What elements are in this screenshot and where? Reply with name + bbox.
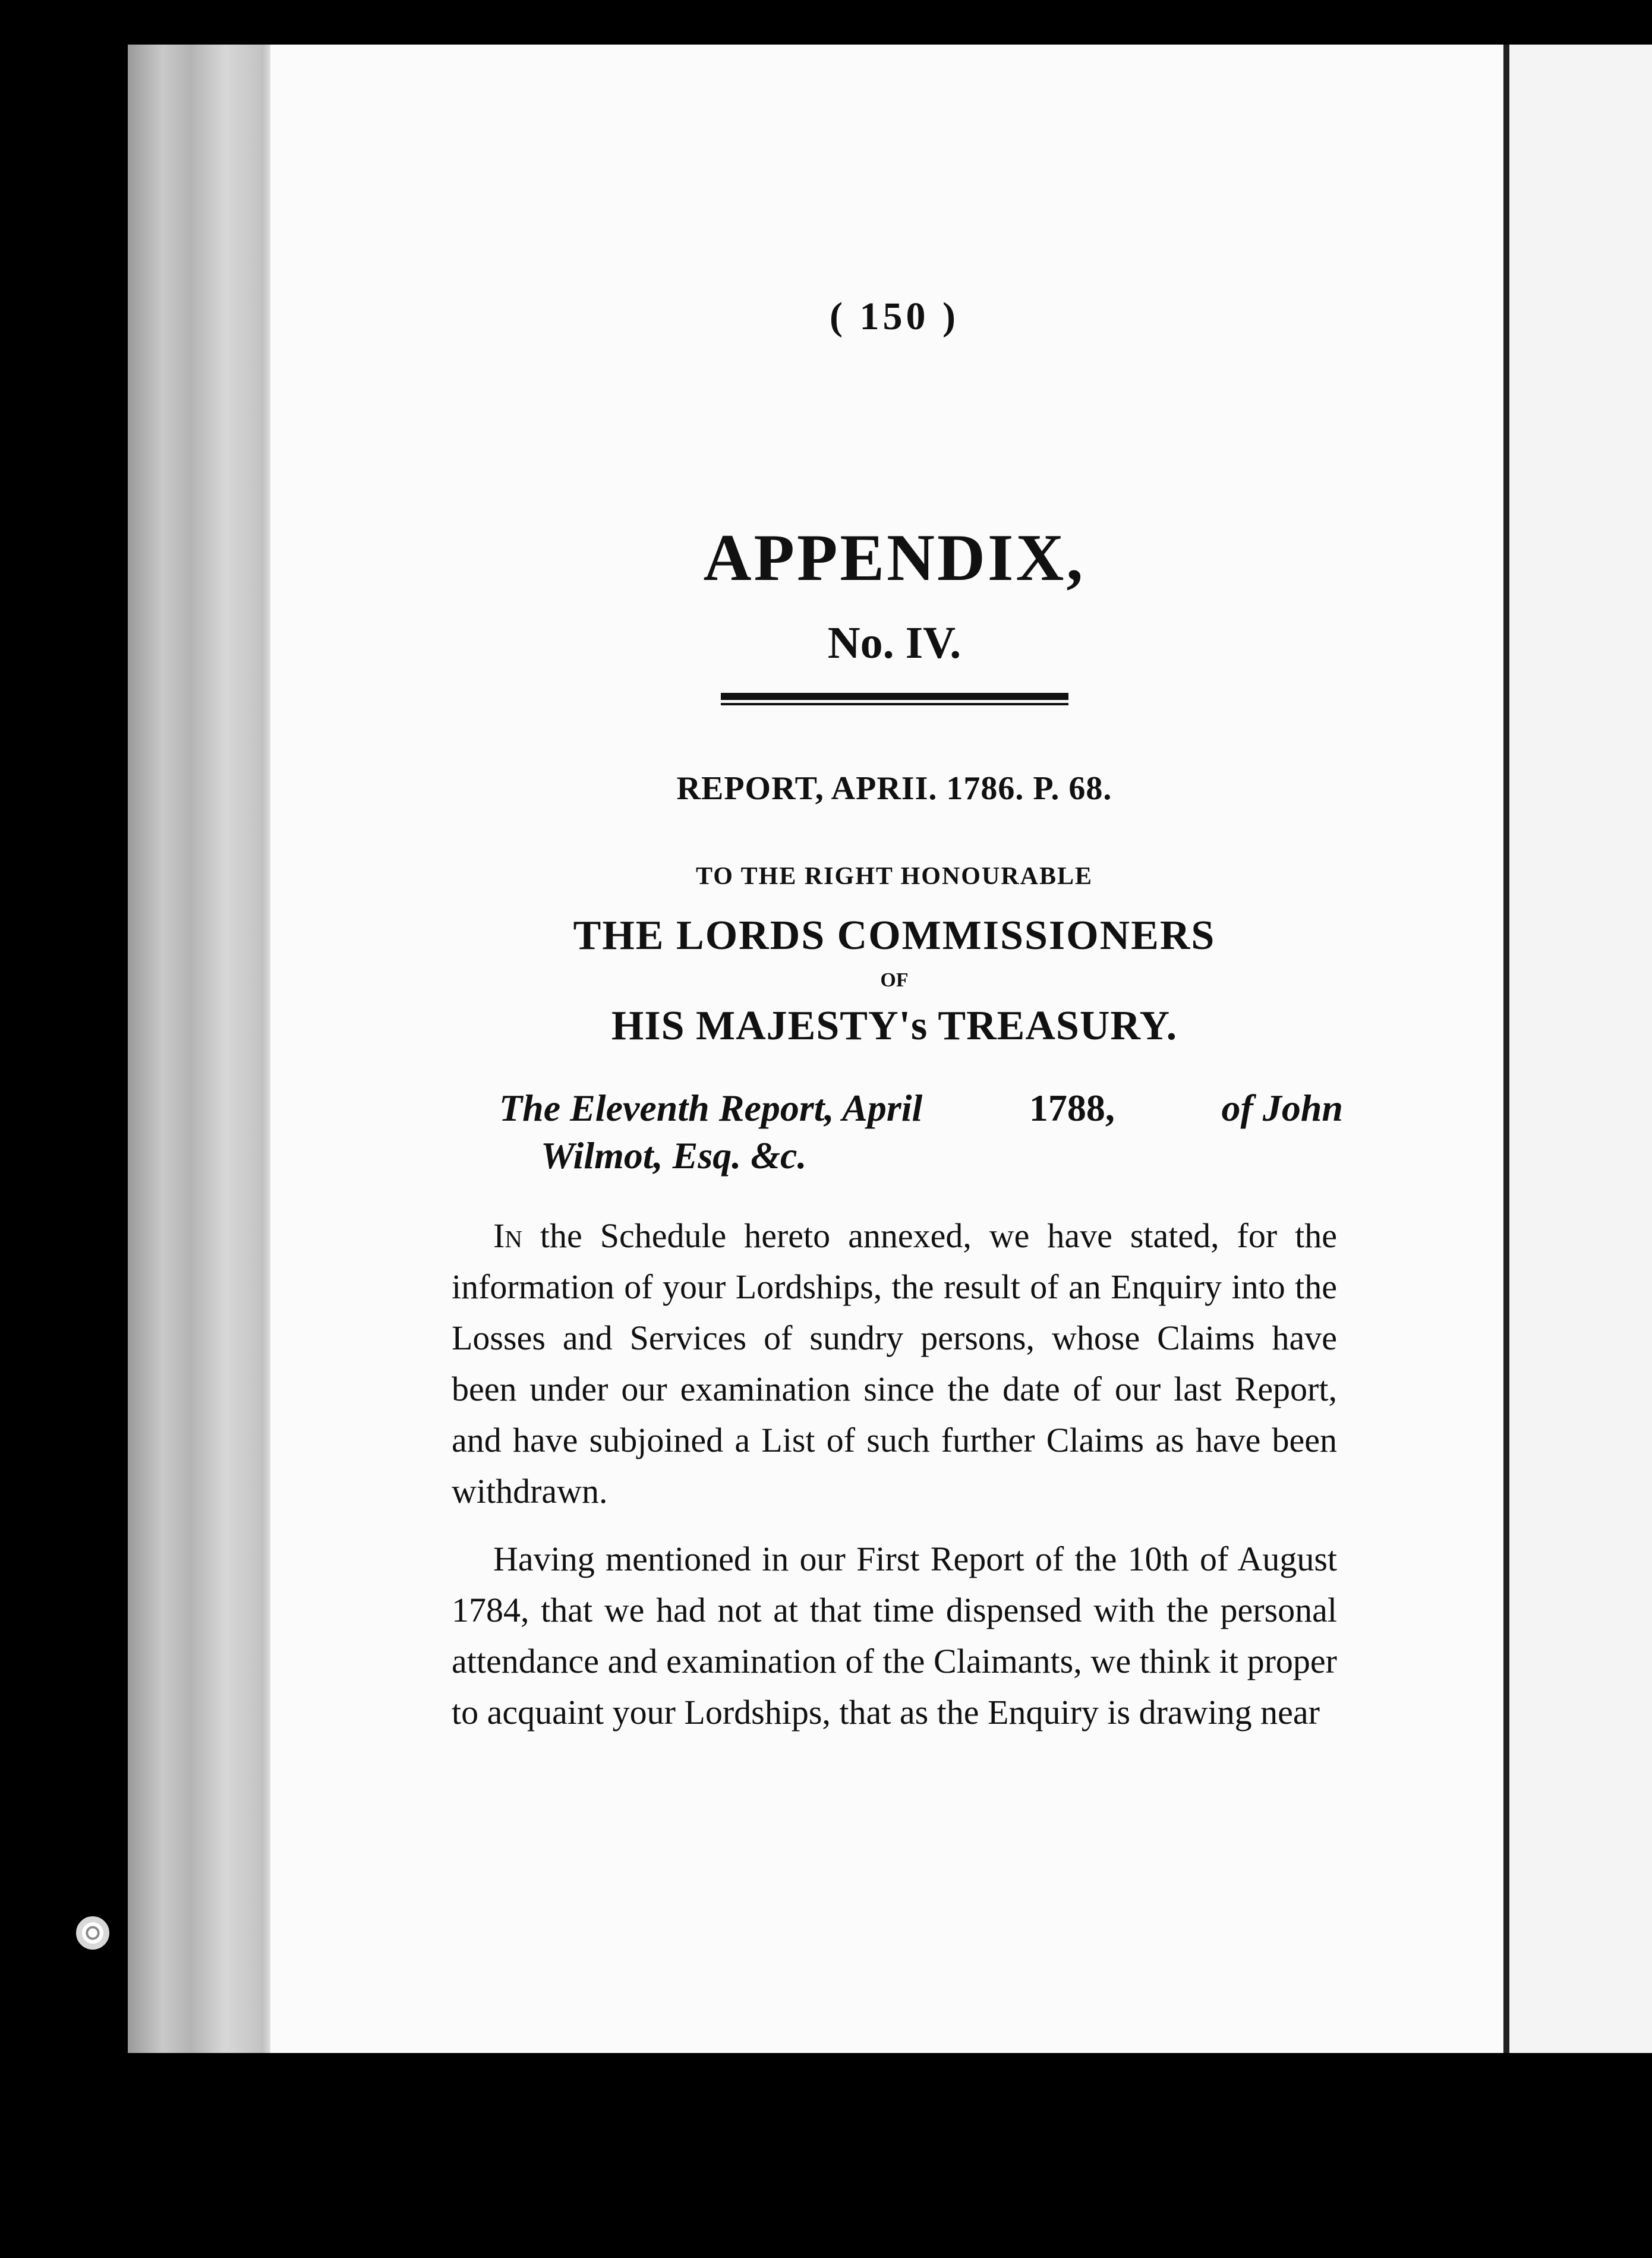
address-line-lords: THE LORDS COMMISSIONERS: [573, 912, 1216, 958]
heading-rule: [721, 693, 1068, 705]
report-title: [499, 1084, 1343, 1180]
book-gutter: [1503, 45, 1509, 2053]
report-title-year: 1788,: [1029, 1086, 1115, 1129]
book-page-edge: [128, 45, 267, 2053]
address-line-of: OF: [880, 969, 909, 991]
paragraph-lead-word: In: [493, 1216, 522, 1255]
scanner-marker-icon: [76, 1916, 109, 1950]
report-title-line-1: [499, 1084, 1343, 1132]
body-paragraph-1: [452, 1210, 1337, 1517]
address-line-treasury: HIS MAJESTY's TREASURY.: [611, 1002, 1178, 1049]
paragraph-1-text: the Schedule hereto annexed, we have stated, for the information of your Lordships, the result of an Enquiry into the Losses and Services of sundry persons, whose Claims have been under our examination since the date of our last Report, and have subjoined a List of such further Claims as have been withdrawn.: [452, 1216, 1337, 1510]
report-date-line: REPORT, APRII. 1786. P. 68.: [676, 770, 1112, 807]
page-number: ( 150 ): [830, 295, 959, 338]
report-title-part-a: The Eleventh Report, April: [499, 1086, 923, 1129]
scan-bottom-border: [0, 2053, 1652, 2258]
report-title-part-c: of John: [1221, 1086, 1343, 1129]
right-page-edge: [1509, 45, 1652, 2053]
address-line-to: TO THE RIGHT HONOURABLE: [695, 862, 1093, 890]
appendix-number: No. IV.: [827, 617, 961, 668]
appendix-title: APPENDIX,: [703, 521, 1086, 595]
report-title-line-2: Wilmot, Esq. &c.: [541, 1134, 807, 1177]
page-content: [452, 282, 1343, 1738]
body-paragraph-2: Having mentioned in our First Report of the 10th of August 1784, that we had not at that time dispensed with the personal attendance and examination of the Claimants, we think it proper to acquaint your Lordships, that as the Enquiry is drawing near: [452, 1539, 1337, 1732]
